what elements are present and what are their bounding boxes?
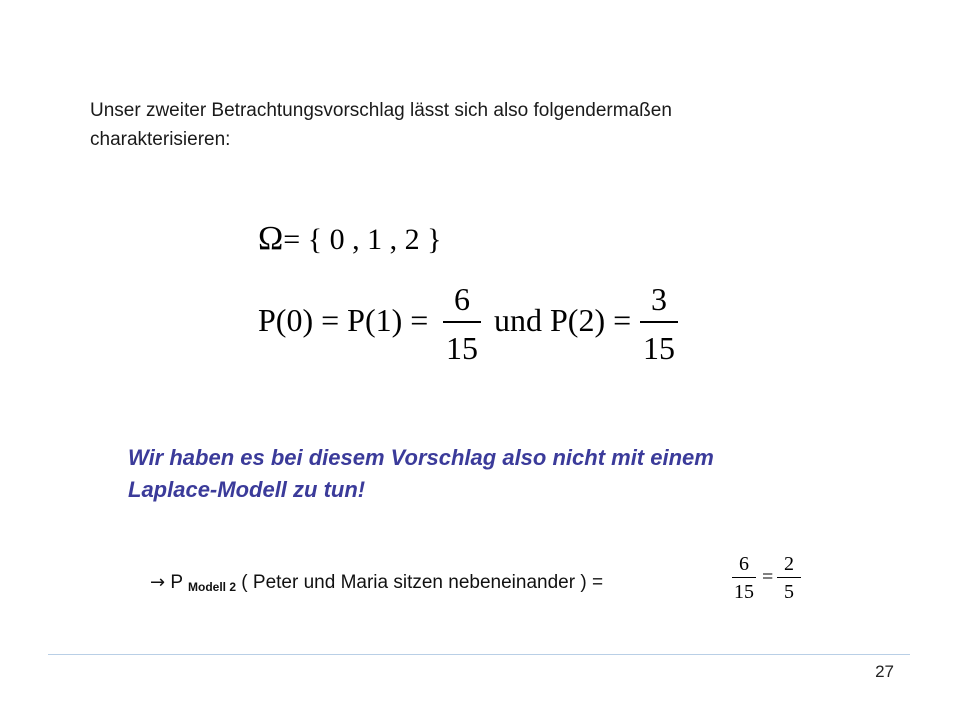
sample-space-set: = { 0 , 1 , 2 }: [283, 223, 442, 256]
fraction-3-15: [640, 280, 678, 367]
right-arrow-icon: →: [150, 572, 166, 593]
fraction-numerator: 6: [739, 553, 749, 575]
intro-line-2: charakterisieren:: [90, 129, 231, 150]
footer-divider: [48, 654, 910, 655]
fraction-bar: [777, 577, 801, 578]
result-formula: [150, 572, 603, 594]
prob-middle-text: und P(2) =: [494, 302, 632, 338]
conclusion-line-2: Laplace-Modell zu tun!: [128, 477, 366, 502]
laplace-conclusion: [128, 442, 868, 506]
conclusion-line-1: Wir haben es bei diesem Vorschlag also nicht mit einem: [128, 445, 714, 470]
probability-formula: [0, 280, 960, 370]
result-subscript: Modell 2: [188, 580, 237, 594]
intro-text: [90, 96, 850, 154]
fraction-denominator: 15: [446, 330, 478, 366]
intro-line-1: Unser zweiter Betrachtungsvorschlag lässt sich also folgendermaßen: [90, 100, 672, 121]
result-fraction-2-5: [777, 553, 801, 603]
fraction-6-15: [443, 280, 481, 367]
result-event: ( Peter und Maria sitzen nebeneinander ) =: [241, 572, 604, 593]
fraction-bar: [732, 577, 756, 578]
fraction-numerator: 3: [651, 281, 667, 317]
fraction-denominator: 5: [784, 581, 794, 603]
fraction-denominator: 15: [734, 581, 754, 603]
omega-symbol: Ω: [258, 220, 284, 257]
fraction-numerator: 6: [454, 281, 470, 317]
result-p: P: [170, 572, 183, 593]
prob-left-text: P(0) = P(1) =: [258, 302, 429, 338]
sample-space-formula: [258, 220, 442, 258]
page-number: 27: [875, 662, 894, 681]
fraction-bar: [640, 321, 678, 323]
result-fraction-6-15: [732, 553, 756, 603]
fraction-bar: [443, 321, 481, 323]
result-equals: =: [762, 566, 774, 588]
fraction-denominator: 15: [643, 330, 675, 366]
fraction-numerator: 2: [784, 553, 794, 575]
